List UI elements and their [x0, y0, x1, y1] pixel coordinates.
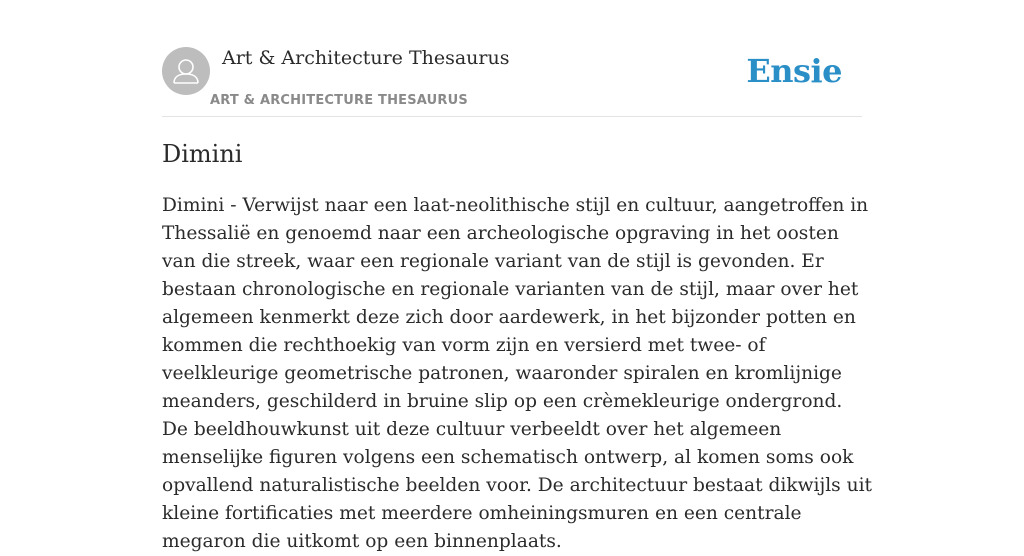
source-subtitle[interactable]: ART & ARCHITECTURE THESAURUS: [210, 93, 468, 108]
header: [162, 46, 862, 117]
person-icon: [162, 47, 210, 95]
user-avatar-icon[interactable]: [162, 47, 210, 95]
article-body: Dimini - Verwijst naar een laat-neolithische stijl en cultuur, aangetroffen in Thessalië en genoemd naar een archeologische opgraving in het oosten van die streek, waar een regionale variant van de stijl is gevonden. Er bestaan chronologische en regionale varianten van de stijl, maar over het algemeen kenmerkt deze zich door aardewerk, in het bijzonder potten en kommen die rechthoekig van vorm zijn en versierd met twee- of veelkleurige geometrische patronen, waaronder spiralen en kromlijnige meanders, geschilderd in bruine slip op een crèmekleurige ondergrond. De beeldhouwkunst uit deze cultuur verbeeldt over het algemeen menselijke figuren volgens een schematisch ontwerp, al komen soms ook opvallend naturalistische beelden voor. De architectuur bestaat dikwijls uit kleine fortificaties met meerdere omheiningsmuren en een centrale megaron die uitkomt op een binnenplaats.: [162, 195, 873, 552]
brand-logo[interactable]: Ensie: [746, 52, 842, 90]
source-title[interactable]: Art & Architecture Thesaurus: [222, 47, 510, 69]
page-title: Dimini: [162, 140, 243, 168]
